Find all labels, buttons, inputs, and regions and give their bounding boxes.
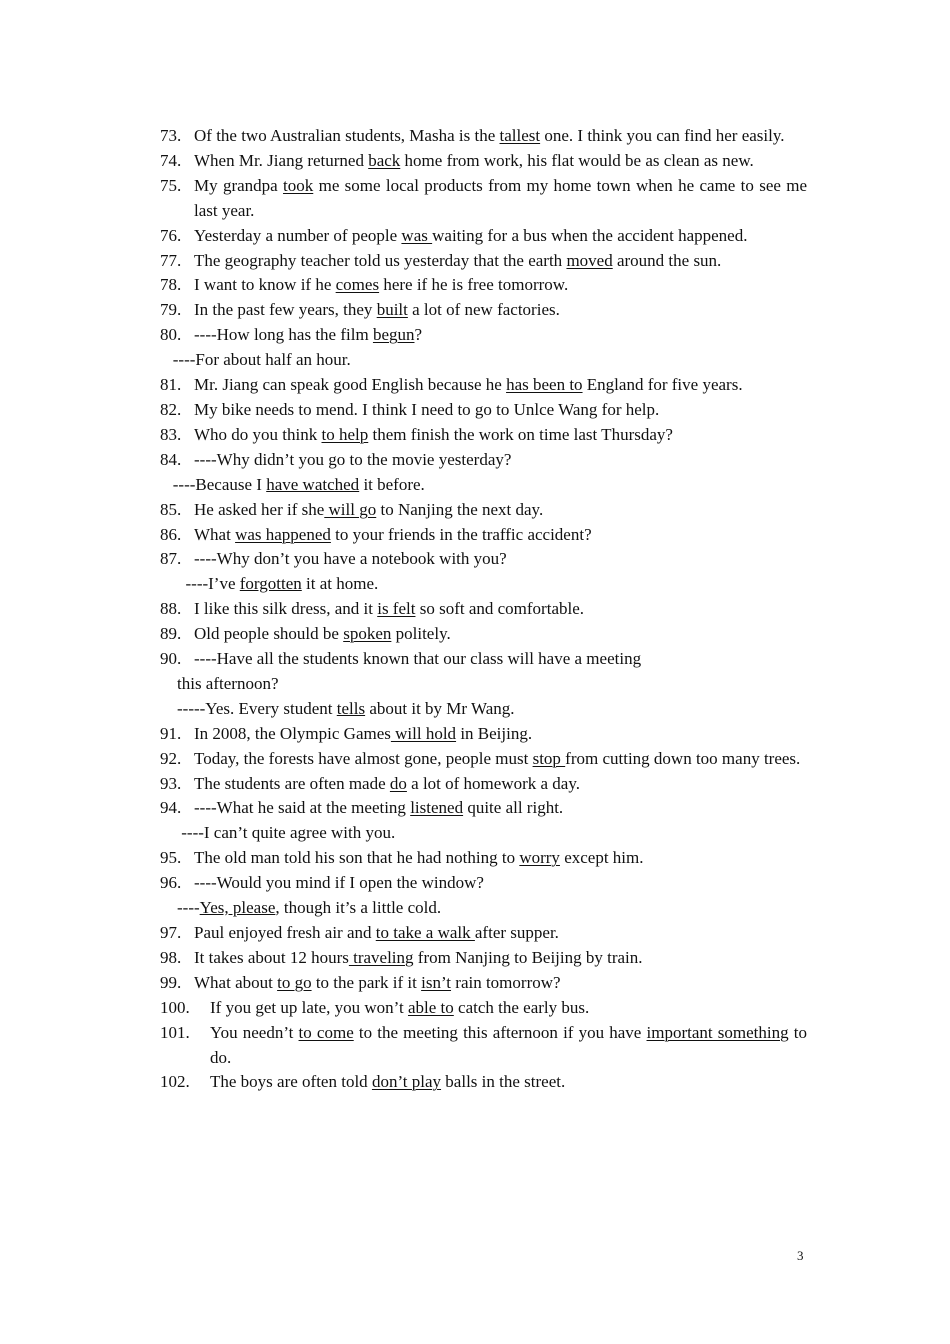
- item-sentence: [194, 498, 807, 523]
- exercise-item: [160, 971, 807, 996]
- underlined-answer: will hold: [390, 723, 457, 743]
- continuation-line: [160, 348, 807, 373]
- item-sentence: [194, 846, 807, 871]
- item-number: 74.: [160, 150, 182, 170]
- item-number: 81.: [160, 375, 182, 395]
- sentence-text: after supper.: [474, 923, 559, 942]
- underlined-answer: spoken: [343, 624, 392, 644]
- sentence-text: balls in the street.: [441, 1072, 566, 1092]
- item-sentence: [194, 647, 807, 672]
- item-sentence: [194, 796, 807, 821]
- underlined-answer: comes: [335, 275, 380, 295]
- sentence-text: ?: [414, 325, 423, 345]
- exercise-item: [160, 622, 807, 647]
- sentence-text: ----Why don’t you have a notebook with you?: [194, 549, 507, 569]
- item-number: 100.: [160, 997, 190, 1017]
- exercise-item: [160, 373, 807, 398]
- sentence-text: except him.: [559, 848, 644, 868]
- item-sentence: [194, 174, 807, 224]
- underlined-answer: to take a walk: [375, 923, 475, 942]
- underlined-answer: do: [389, 773, 407, 793]
- item-number: 78.: [160, 275, 182, 295]
- underlined-answer: worry: [519, 848, 560, 868]
- item-sentence: [194, 871, 807, 896]
- item-sentence: [194, 722, 807, 747]
- exercise-item: [160, 498, 807, 523]
- item-number: 95.: [160, 848, 182, 868]
- underlined-answer: have watched: [266, 474, 360, 494]
- item-sentence: [194, 249, 807, 274]
- underlined-answer: traveling: [348, 947, 414, 967]
- sentence-text: The old man told his son that he had nothing to: [194, 848, 520, 868]
- exercise-item: [160, 149, 807, 174]
- exercise-item: [160, 1070, 807, 1095]
- item-number: 92.: [160, 748, 182, 768]
- exercise-item: [160, 174, 807, 224]
- item-number: 85.: [160, 499, 182, 519]
- exercise-item: [160, 298, 807, 323]
- item-sentence: [194, 423, 807, 448]
- item-number: 79.: [160, 300, 182, 320]
- exercise-item: [160, 846, 807, 871]
- exercise-item: [160, 523, 807, 548]
- item-sentence: [194, 597, 807, 622]
- item-number: 77.: [160, 250, 182, 270]
- item-sentence: [210, 996, 807, 1021]
- exercise-item: [160, 547, 807, 572]
- sentence-text: Today, the forests have almost gone, people must: [194, 748, 533, 768]
- item-number: 87.: [160, 549, 182, 569]
- item-number: 101.: [160, 1022, 190, 1042]
- item-sentence: [194, 448, 807, 473]
- exercise-item: [160, 946, 807, 971]
- exercise-item: [160, 921, 807, 946]
- sentence-text: ----Why didn’t you go to the movie yesterday?: [194, 449, 512, 469]
- sentence-text: one. I think you can find her easily.: [540, 126, 785, 145]
- underlined-answer: took: [283, 175, 314, 195]
- sentence-text: ----Would you mind if I open the window?: [194, 873, 484, 893]
- sentence-text: around the sun.: [612, 250, 722, 270]
- underlined-answer: able to: [407, 997, 454, 1017]
- exercise-item: [160, 224, 807, 249]
- exercise-item: [160, 423, 807, 448]
- sentence-text: ----How long has the film: [194, 325, 373, 345]
- sentence-text: home from work, his flat would be as clean as new.: [400, 150, 754, 170]
- sentence-text: Of the two Australian students, Masha is the: [194, 126, 500, 145]
- continuation-line: [160, 473, 807, 498]
- underlined-answer: begun: [372, 325, 415, 345]
- continuation-line: [160, 821, 807, 846]
- sentence-text: If you get up late, you won’t: [210, 997, 408, 1017]
- item-sentence: [194, 124, 807, 149]
- underlined-answer: important something: [646, 1022, 789, 1042]
- sentence-text: Mr. Jiang can speak good English because he: [194, 375, 507, 395]
- continuation-line: [160, 672, 807, 697]
- item-sentence: [194, 323, 807, 348]
- sentence-text: it before.: [359, 474, 425, 494]
- sentence-text: The geography teacher told us yesterday that the earth: [194, 250, 567, 270]
- item-sentence: [194, 273, 807, 298]
- item-number: 88.: [160, 599, 182, 619]
- sentence-text: ----Have all the students known that our class will have a meeting: [194, 649, 642, 669]
- sentence-text: a lot of homework a day.: [406, 773, 581, 793]
- item-sentence: [194, 772, 807, 797]
- continuation-text: -----Yes. Every student: [160, 698, 337, 718]
- underlined-answer: stop: [532, 748, 566, 768]
- sentence-text: politely.: [391, 624, 451, 644]
- sentence-text: My bike needs to mend. I think I need to go to Unlce Wang for help.: [194, 399, 660, 419]
- underlined-answer: isn’t: [421, 972, 452, 992]
- sentence-text: waiting for a bus when the accident happened.: [432, 225, 748, 245]
- item-sentence: [194, 523, 807, 548]
- sentence-text: them finish the work on time last Thursday?: [368, 424, 673, 444]
- sentence-text: When Mr. Jiang returned: [194, 150, 369, 170]
- item-sentence: [194, 547, 807, 572]
- continuation-line: [160, 572, 807, 597]
- continuation-text: ----: [160, 898, 200, 918]
- sentence-text: to your friends in the traffic accident?: [330, 524, 592, 544]
- sentence-text: ----What he said at the meeting: [194, 798, 411, 818]
- sentence-text: Old people should be: [194, 624, 344, 644]
- exercise-item: [160, 1021, 807, 1071]
- sentence-text: My grandpa: [194, 175, 284, 195]
- item-sentence: [194, 921, 807, 946]
- item-sentence: [194, 398, 807, 423]
- underlined-answer: listened: [410, 798, 464, 818]
- item-number: 102.: [160, 1072, 190, 1092]
- sentence-text: to the park if it: [311, 972, 422, 992]
- exercise-item: [160, 996, 807, 1021]
- underlined-answer: don’t play: [371, 1072, 442, 1092]
- sentence-text: a lot of new factories.: [407, 300, 560, 320]
- underlined-answer: forgotten: [239, 574, 302, 594]
- item-number: 84.: [160, 449, 182, 469]
- sentence-text: it at home.: [301, 574, 379, 594]
- exercise-item: [160, 772, 807, 797]
- sentence-text: I want to know if he: [194, 275, 336, 295]
- exercise-list: [160, 124, 807, 1095]
- sentence-text: He asked her if she: [194, 499, 325, 519]
- sentence-text: In 2008, the Olympic Games: [194, 723, 391, 743]
- item-number: 73.: [160, 126, 182, 145]
- underlined-answer: back: [368, 150, 401, 170]
- item-sentence: [194, 971, 807, 996]
- sentence-text: here if he is free tomorrow.: [379, 275, 569, 295]
- underlined-answer: tells: [336, 698, 366, 718]
- item-sentence: [194, 298, 807, 323]
- item-number: 76.: [160, 225, 182, 245]
- sentence-text: Who do you think: [194, 424, 322, 444]
- continuation-line: [160, 896, 807, 921]
- sentence-text: In the past few years, they: [194, 300, 377, 320]
- item-number: 89.: [160, 624, 182, 644]
- item-number: 93.: [160, 773, 182, 793]
- underlined-answer: to go: [277, 972, 312, 992]
- sentence-text: What: [194, 524, 236, 544]
- page-number: 3: [797, 1248, 804, 1263]
- continuation-text: ----I’ve: [160, 574, 240, 594]
- underlined-answer: was happened: [235, 524, 331, 544]
- item-number: 96.: [160, 873, 182, 893]
- sentence-text: The boys are often told: [210, 1072, 372, 1092]
- sentence-text: Paul enjoyed fresh air and: [194, 923, 376, 942]
- underlined-answer: has been to: [506, 375, 583, 395]
- continuation-line: [160, 697, 807, 722]
- underlined-answer: tallest: [499, 126, 541, 145]
- sentence-text: to do.: [210, 1022, 807, 1067]
- underlined-answer: was: [401, 225, 433, 245]
- sentence-text: from cutting down too many trees.: [565, 748, 801, 768]
- sentence-text: so soft and comfortable.: [415, 599, 585, 619]
- item-number: 82.: [160, 399, 182, 419]
- item-number: 83.: [160, 424, 182, 444]
- underlined-answer: to come: [298, 1022, 354, 1042]
- item-sentence: [194, 224, 807, 249]
- sentence-text: me some local products from my home town when he came to see me last year.: [194, 175, 808, 220]
- item-number: 80.: [160, 325, 182, 345]
- sentence-text: You needn’t: [210, 1022, 299, 1042]
- sentence-text: rain tomorrow?: [451, 972, 561, 992]
- exercise-item: [160, 747, 807, 772]
- underlined-answer: built: [376, 300, 408, 320]
- sentence-text: The students are often made: [194, 773, 390, 793]
- item-number: 75.: [160, 175, 182, 195]
- exercise-item: [160, 722, 807, 747]
- sentence-text: catch the early bus.: [453, 997, 590, 1017]
- sentence-text: , though it’s a little cold.: [275, 898, 442, 918]
- exercise-item: [160, 871, 807, 896]
- sentence-text: What about: [194, 972, 278, 992]
- sentence-text: from Nanjing to Beijing by train.: [413, 947, 643, 967]
- underlined-answer: moved: [566, 250, 613, 270]
- sentence-text: about it by Mr Wang.: [365, 698, 515, 718]
- sentence-text: Yesterday a number of people: [194, 225, 402, 245]
- item-sentence: [194, 747, 807, 772]
- item-sentence: [210, 1070, 807, 1095]
- sentence-text: quite all right.: [463, 798, 564, 818]
- exercise-item: [160, 249, 807, 274]
- underlined-answer: will go: [324, 499, 377, 519]
- item-sentence: [194, 946, 807, 971]
- continuation-text: ----I can’t quite agree with you.: [160, 823, 396, 843]
- sentence-text: England for five years.: [582, 375, 743, 395]
- exercise-item: [160, 796, 807, 821]
- underlined-answer: Yes, please: [199, 898, 276, 918]
- sentence-text: in Beijing.: [456, 723, 533, 743]
- continuation-text: this afternoon?: [160, 673, 279, 693]
- exercise-item: [160, 398, 807, 423]
- item-number: 97.: [160, 923, 182, 942]
- underlined-answer: is felt: [377, 599, 416, 619]
- item-number: 91.: [160, 723, 182, 743]
- sentence-text: It takes about 12 hours: [194, 947, 349, 967]
- item-number: 90.: [160, 649, 182, 669]
- item-number: 98.: [160, 947, 182, 967]
- item-sentence: [194, 149, 807, 174]
- item-sentence: [194, 622, 807, 647]
- continuation-text: ----Because I: [160, 474, 267, 494]
- item-number: 94.: [160, 798, 182, 818]
- exercise-item: [160, 323, 807, 348]
- exercise-item: [160, 448, 807, 473]
- sentence-text: I like this silk dress, and it: [194, 599, 378, 619]
- exercise-item: [160, 273, 807, 298]
- sentence-text: to Nanjing the next day.: [376, 499, 544, 519]
- item-number: 86.: [160, 524, 182, 544]
- continuation-text: ----For about half an hour.: [160, 350, 351, 370]
- item-sentence: [194, 373, 807, 398]
- sentence-text: to the meeting this afternoon if you have: [353, 1022, 647, 1042]
- exercise-item: [160, 597, 807, 622]
- item-sentence: [210, 1021, 807, 1071]
- underlined-answer: to help: [321, 424, 369, 444]
- item-number: 99.: [160, 972, 182, 992]
- exercise-item: [160, 124, 807, 149]
- exercise-item: [160, 647, 807, 672]
